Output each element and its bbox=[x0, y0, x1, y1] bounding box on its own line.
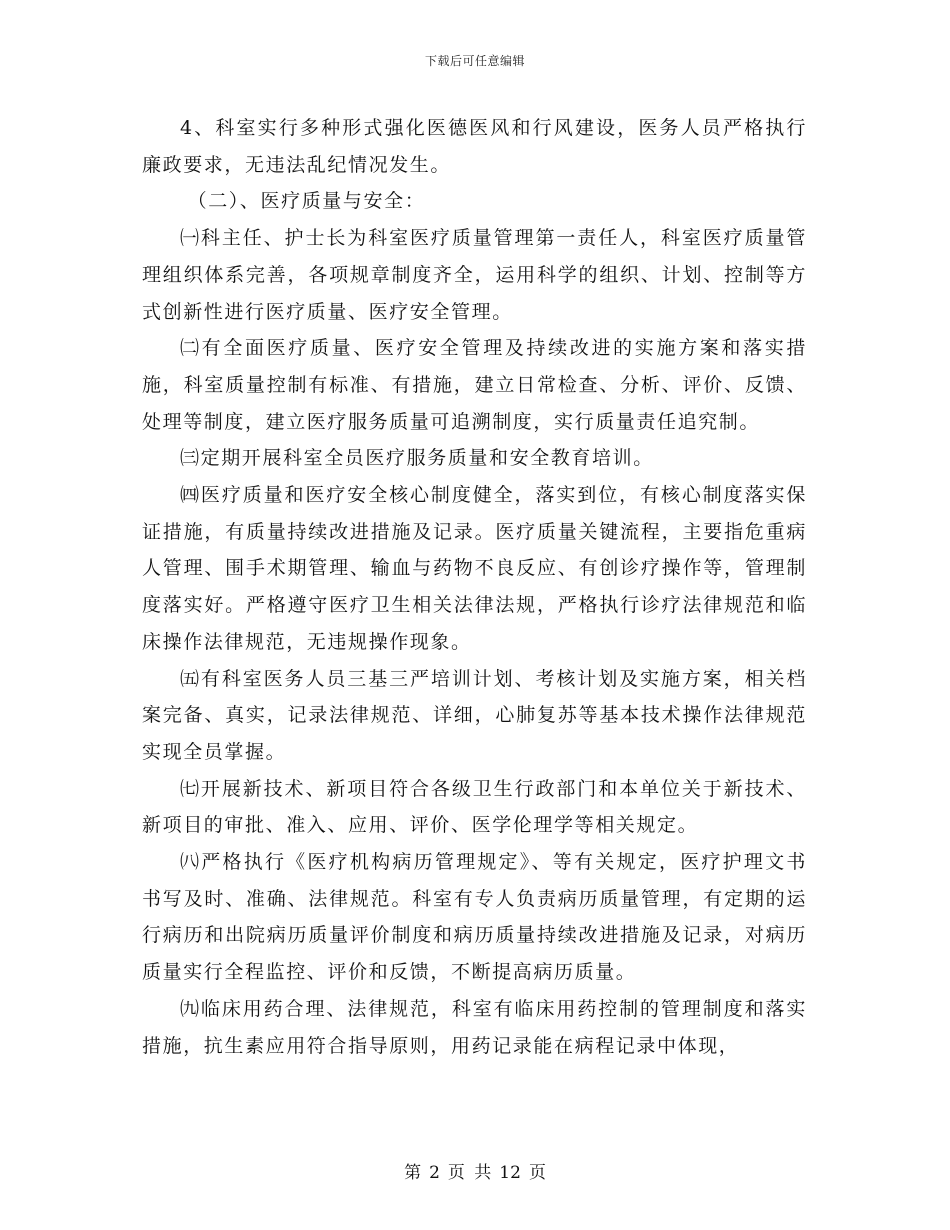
paragraph-item-7: ㈦开展新技术、新项目符合各级卫生行政部门和本单位关于新技术、新项目的审批、准入、应用、评价、医学伦理学等相关规定。 bbox=[142, 777, 807, 837]
footer-prefix: 第 bbox=[404, 1163, 422, 1183]
paragraph-item-2: ㈡有全面医疗质量、医疗安全管理及持续改进的实施方案和落实措施，科室质量控制有标准、有措施，建立日常检查、分析、评价、反馈、处理等制度，建立医疗服务质量可追溯制度，实行质量责任追究制。 bbox=[142, 337, 807, 433]
document-body bbox=[142, 110, 807, 1064]
paragraph-item-8: ㈧严格执行《医疗机构病历管理规定》、等有关规定，医疗护理文书书写及时、准确、法律规范。科室有专人负责病历质量管理，有定期的运行病历和出院病历质量评价制度和病历质量持续改进措施及记录，对病历质量实行全程监控、评价和反馈，不断提高病历质量。 bbox=[142, 851, 807, 984]
footer-suffix: 页 bbox=[528, 1163, 546, 1183]
paragraph-item-5: ㈤有科室医务人员三基三严培训计划、考核计划及实施方案，相关档案完备、真实，记录法律规范、详细，心肺复苏等基本技术操作法律规范实现全员掌握。 bbox=[142, 667, 807, 763]
current-page-number: 2 bbox=[429, 1163, 440, 1183]
total-pages-number: 12 bbox=[499, 1163, 521, 1183]
paragraph-item-3: ㈢定期开展科室全员医疗服务质量和安全教育培训。 bbox=[180, 447, 654, 470]
section-heading-medical-quality: （二）、医疗质量与安全： bbox=[187, 190, 426, 213]
paragraph-item-4-core-system: ㈣医疗质量和医疗安全核心制度健全，落实到位，有核心制度落实保证措施，有质量持续改进措施及记录。医疗质量关键流程，主要指危重病人管理、围手术期管理、输血与药物不良反应、有创诊疗操作等，管理制度落实好。严格遵守医疗卫生相关法律法规，严格执行诊疗法律规范和临床操作法律规范，无违规操作现象。 bbox=[142, 484, 807, 653]
page-footer bbox=[0, 1158, 950, 1183]
page-header: 下载后可任意编辑 bbox=[424, 54, 525, 68]
paragraph-item-1: ㈠科主任、护士长为科室医疗质量管理第一责任人，科室医疗质量管理组织体系完善，各项规章制度齐全，运用科学的组织、计划、控制等方式创新性进行医疗质量、医疗安全管理。 bbox=[142, 227, 807, 323]
paragraph-item-4: 4、科室实行多种形式强化医德医风和行风建设，医务人员严格执行廉政要求，无违法乱纪情况发生。 bbox=[142, 117, 807, 176]
footer-middle: 页 共 bbox=[447, 1163, 492, 1183]
paragraph-item-9: ㈨临床用药合理、法律规范，科室有临床用药控制的管理制度和落实措施，抗生素应用符合指导原则，用药记录能在病程记录中体现， bbox=[142, 997, 807, 1057]
